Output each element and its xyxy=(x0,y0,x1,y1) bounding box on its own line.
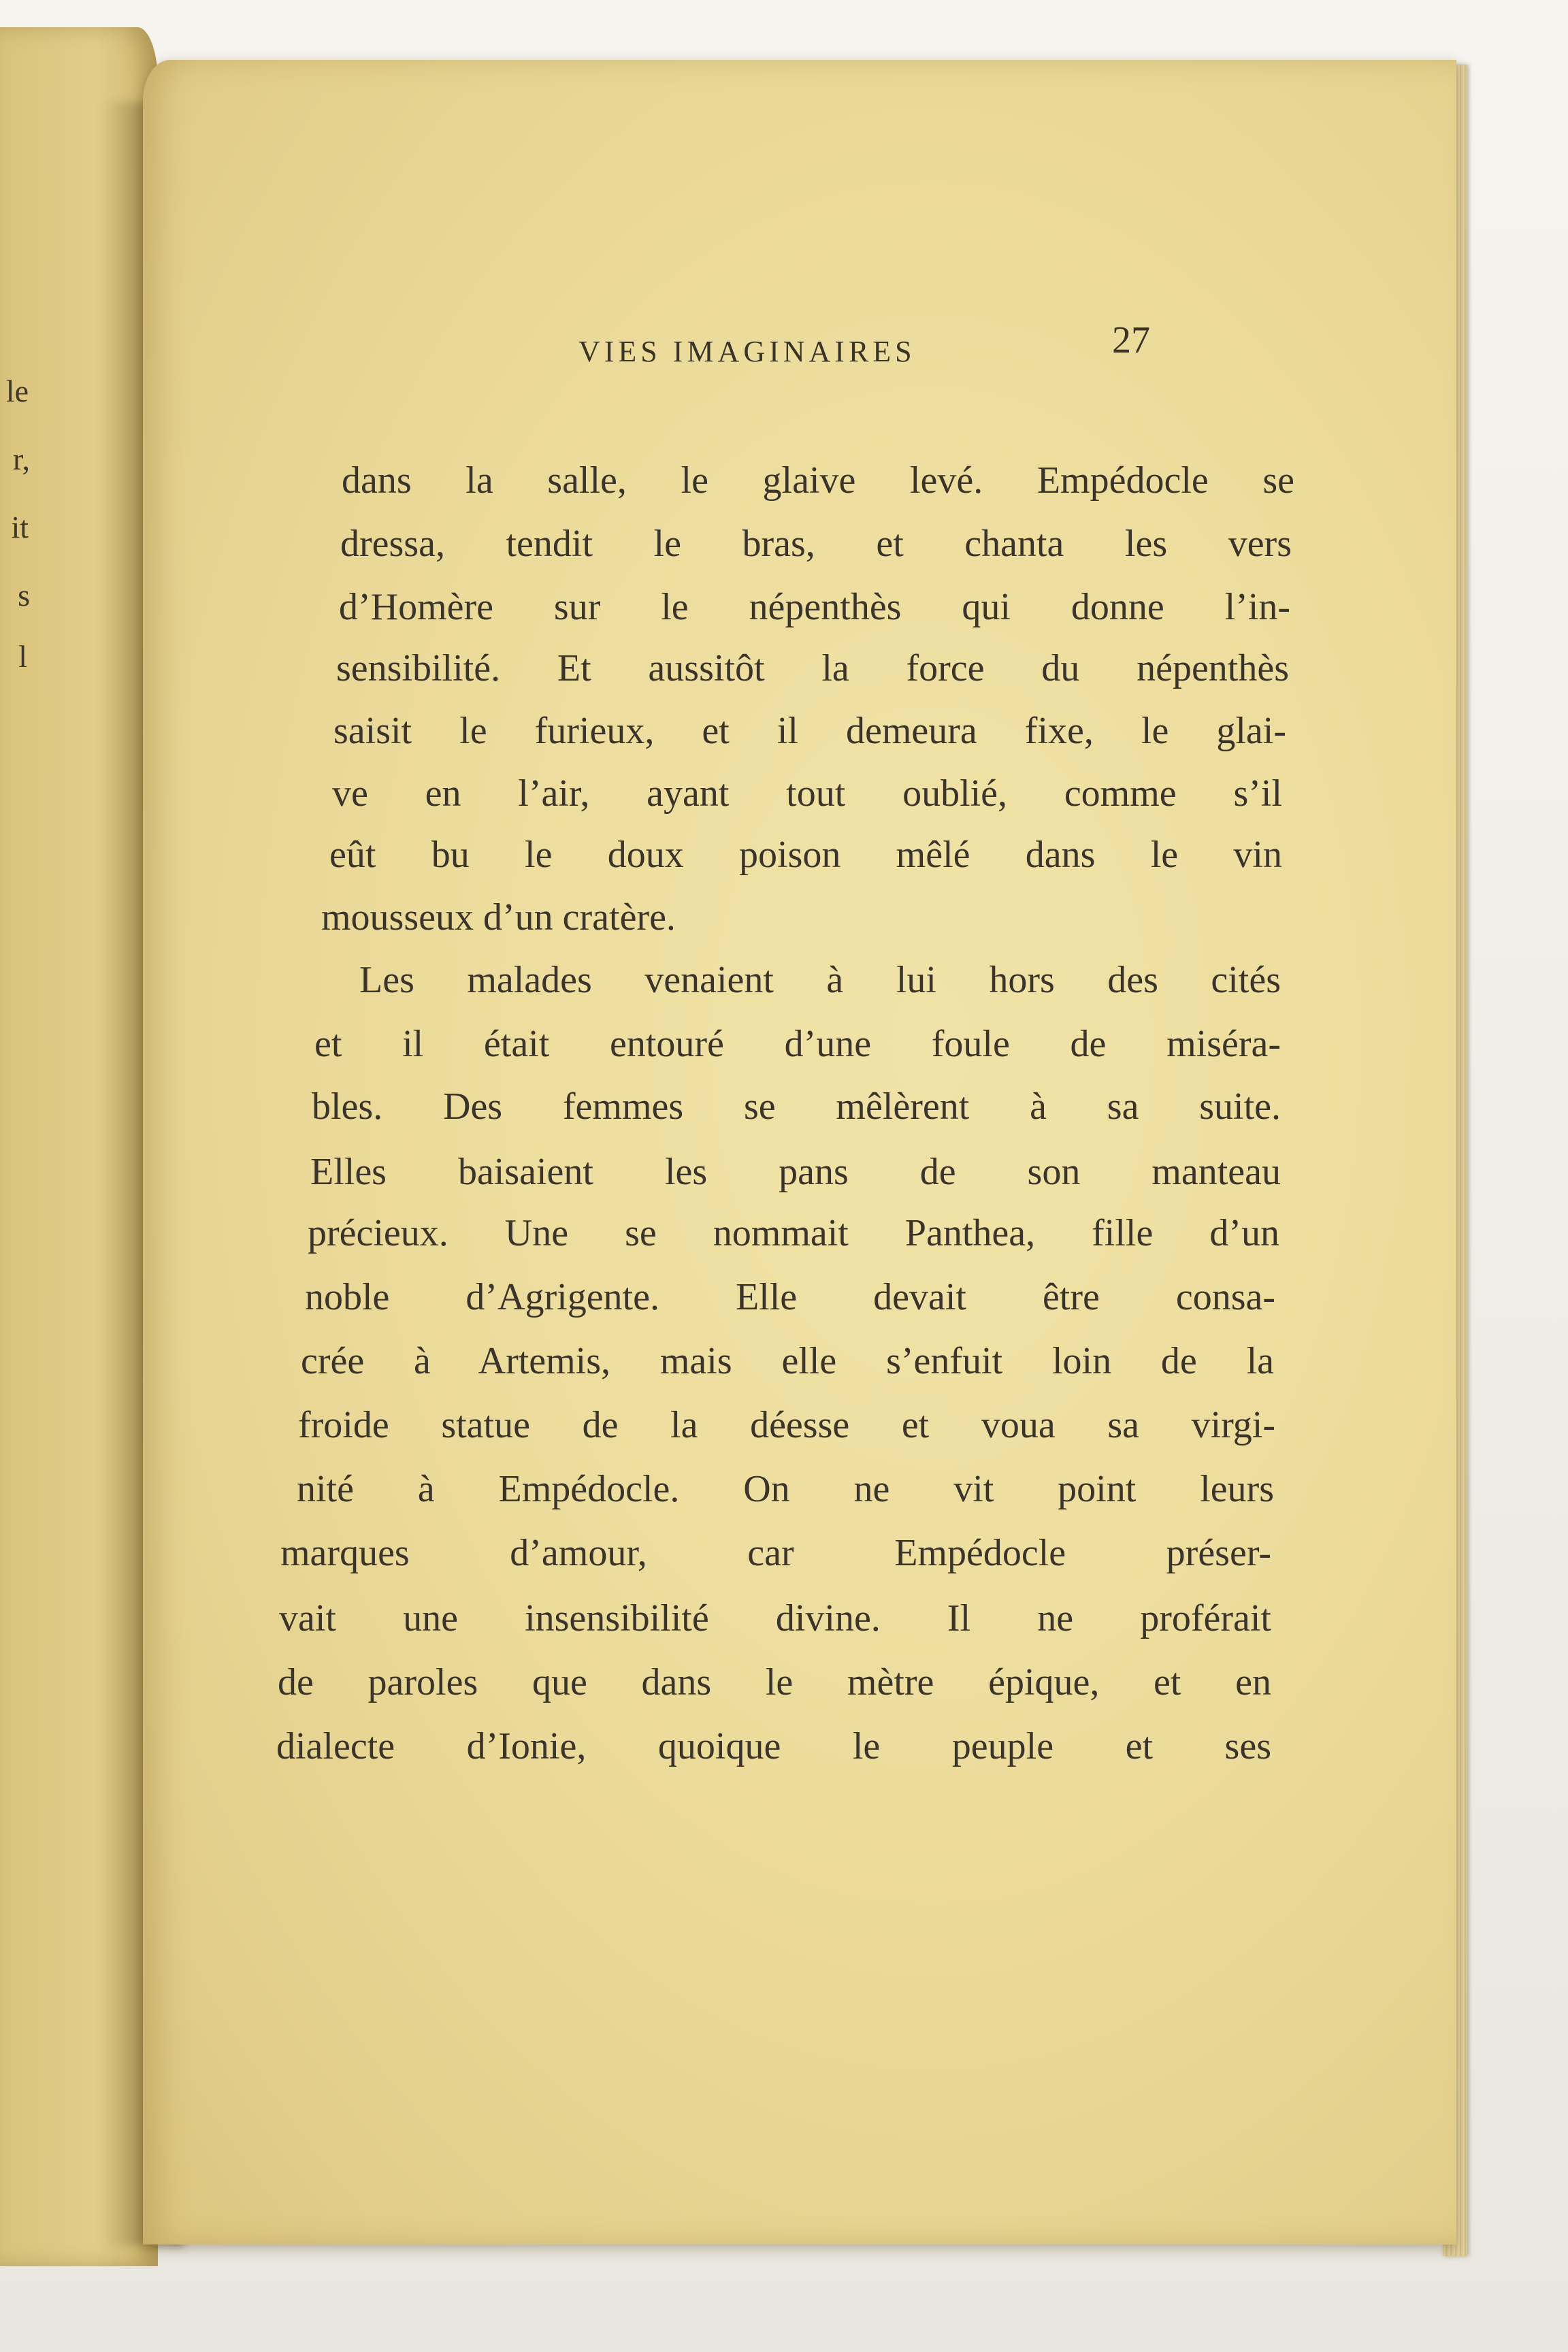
text-line: ve en l’air, ayant tout oublié, comme s’il xyxy=(332,772,1282,815)
text-line: bles. Des femmes se mêlèrent à sa suite. xyxy=(312,1085,1281,1128)
text-line: Les malades venaient à lui hors des cités xyxy=(359,959,1281,1001)
left-page-fragment: r, xyxy=(13,442,30,476)
text-line: crée à Artemis, mais elle s’enfuit loin de la xyxy=(301,1340,1274,1382)
left-page-fragment: s xyxy=(18,578,30,612)
text-line: marques d’amour, car Empédocle préser- xyxy=(280,1532,1271,1574)
text-line: froide statue de la déesse et voua sa virgi- xyxy=(298,1404,1275,1446)
text-line: Elles baisaient les pans de son manteau xyxy=(310,1151,1281,1193)
right-page xyxy=(143,60,1456,2244)
text-line: dressa, tendit le bras, et chanta les vers xyxy=(340,523,1292,565)
text-line: précieux. Une se nommait Panthea, fille d’un xyxy=(308,1212,1279,1254)
text-line: dans la salle, le glaive levé. Empédocle se xyxy=(342,459,1294,502)
text-line: d’Homère sur le népenthès qui donne l’in- xyxy=(339,586,1290,628)
text-line: saisit le furieux, et il demeura fixe, le glai- xyxy=(333,710,1286,752)
text-line: mousseux d’un cratère. xyxy=(321,896,676,938)
left-page-fragment: le xyxy=(5,374,29,408)
text-line: de paroles que dans le mètre épique, et en xyxy=(278,1661,1271,1703)
text-line: et il était entouré d’une foule de miséra- xyxy=(314,1023,1281,1065)
body-text xyxy=(143,60,1456,2244)
text-line: vait une insensibilité divine. Il ne proférait xyxy=(279,1597,1271,1639)
page-number: 27 xyxy=(1112,319,1150,361)
running-head: VIES IMAGINAIRES xyxy=(578,335,916,368)
text-line: sensibilité. Et aussitôt la force du népenthès xyxy=(336,647,1289,689)
left-page-fragment: it xyxy=(11,510,29,544)
text-line: eût bu le doux poison mêlé dans le vin xyxy=(329,834,1282,876)
text-line: dialecte d’Ionie, quoique le peuple et ses xyxy=(276,1725,1271,1767)
text-line: nité à Empédocle. On ne vit point leurs xyxy=(297,1468,1274,1510)
left-page-fragment: l xyxy=(18,639,27,674)
text-line: noble d’Agrigente. Elle devait être consa- xyxy=(305,1276,1275,1318)
